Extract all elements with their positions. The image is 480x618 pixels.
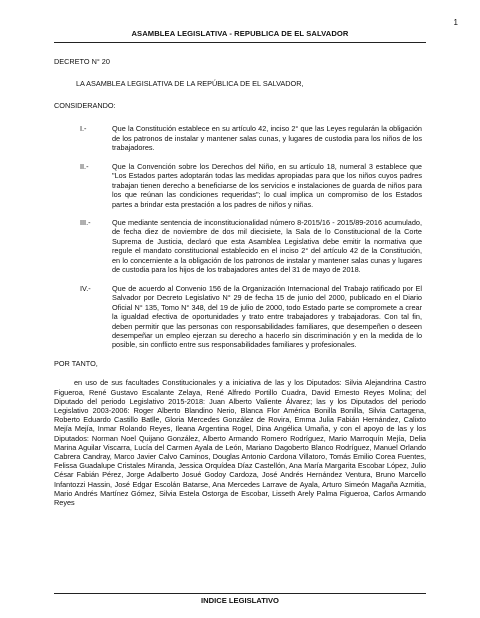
- footer-rule: [54, 593, 426, 594]
- item-number: IV.-: [80, 283, 91, 293]
- item-text: Que la Constitución establece en su artículo 42, inciso 2° que las Leyes regularán la obligación de los patronos de instalar y mantener salas cunas, y lugares de custodia para los niños de los trabajadores.: [112, 124, 422, 153]
- item-number: I.-: [80, 124, 87, 134]
- page-number: 1: [453, 18, 458, 27]
- assembly-line: LA ASAMBLEA LEGISLATIVA DE LA REPÚBLICA DE EL SALVADOR,: [76, 79, 304, 89]
- document-body: [54, 57, 426, 507]
- considerando-item: [54, 124, 426, 152]
- item-text: Que mediante sentencia de inconstitucionalidad número 8-2015/16 - 2015/89-2016 acumulado, de fecha diez de noviembre de dos mil diecisiete, la Sala de lo Constitucional de la Corte Suprema de Justicia, declaró que esta Asamblea Legislativa debe emitir la normativa que regule el mandato constitucional establecido en el inciso 2° del artículo 42 de la Constitución, en lo concerniente a la obligación de los patronos de instalar y mantener salas cunas y lugares de custodia para los hijos de los trabajadores antes del 31 de mayo de 2018.: [112, 217, 422, 275]
- por-tanto-heading: POR TANTO,: [54, 358, 98, 368]
- header-rule: [54, 42, 426, 43]
- header-title: ASAMBLEA LEGISLATIVA - REPUBLICA DE EL SALVADOR: [131, 29, 349, 38]
- considerando-item: [54, 162, 426, 209]
- decree-number: DECRETO N° 20: [54, 57, 110, 66]
- considerando-item: [54, 218, 426, 275]
- item-number: II.-: [80, 161, 89, 171]
- considerando-item: [54, 284, 426, 350]
- footer-title: INDICE LEGISLATIVO: [201, 596, 279, 605]
- body-paragraph: en uso de sus facultades Constitucionales y a iniciativa de las y los Diputados: Silvia Alejandrina Castro Figueroa, René Gustavo Escalante Zelaya, René Alfredo Portillo Cuadra, David Ernesto Reyes Molina; del Diputado del periodo Legislativo 2015-2018: Juan Alberto Valiente Álvarez; las y los Diputados del periodo Legislativo 2003-2006: Roger Alberto Blandino Nerio, Blanca Flor América Bonilla Bonilla, Silvia Cartagena, Roberto Eduardo Castillo Batlle, Gloria Mercedes González de Rovira, Emma Julia Fabián Hernández, Calixto Mejía Mejía, Inmar Rolando Reyes, Ileana Argentina Rogel, Dina Angélica Umaña, y con el apoyo de las y los Diputados: Norman Noel Quijano González, Alberto Armando Romero Rodríguez, Mario Marroquín Mejía, Delia Marina Aguilar Viscarra, Lucía del Carmen Ayala de León, Mariano Dagoberto Blanco Rodríguez, Manuel Orlando Cabrera Candray, Marco Javier Calvo Caminos, Douglas Antonio Cardona Villatoro, Tomás Emilio Corea Fuentes, Felissa Guadalupe Cristales Miranda, Jessica Orquídea Díaz Castellón, Ana María Margarita Escobar López, Julio César Fabián Pérez, Jorge Adalberto Josué Godoy Cardoza, José Andrés Hernández Ventura, Bruno Marcello Infantozzi Hassin, José Edgar Escolán Batarse, Ana Mercedes Larrave de Ayala, Arturo Simeón Magaña Azmitia, Mario Andrés Martínez Gómez, Silvia Estela Ostorga de Escobar, Lisseth Arely Palma Figueroa, Carlos Armando Reyes: [54, 378, 426, 507]
- item-number: III.-: [80, 217, 91, 227]
- considerando-heading: CONSIDERANDO:: [54, 100, 116, 110]
- item-text: Que de acuerdo al Convenio 156 de la Organización Internacional del Trabajo ratificado por El Salvador por Decreto Legislativo N° 29 de fecha 15 de junio del 2000, publicado en el Diario Oficial N° 135, Tomo N° 348, del 19 de julio de 2000, todo Estado parte se compromete a crear la igualdad efectiva de oportunidades y trato entre trabajadores y trabajadoras. Con tal fin, deben permitir que las personas con responsabilidades familiares, que desempeñen o deseen desempeñar un empleo ejerzan su derecho a hacerlo sin discriminación y en la medida de lo posible, sin conflicto entre sus responsabilidades familiares y profesionales.: [112, 283, 422, 350]
- item-text: Que la Convención sobre los Derechos del Niño, en su artículo 18, numeral 3 establece que "Los Estados partes adoptarán todas las medidas apropiadas para que los niños cuyos padres trabajan tienen derecho a beneficiarse de los servicios e instalaciones de guarda de niños para los que reúnan las condiciones requeridas"; lo cual implica un compromiso de los Estados partes a brindar esta prestación a los padres de niños y niñas.: [112, 161, 422, 209]
